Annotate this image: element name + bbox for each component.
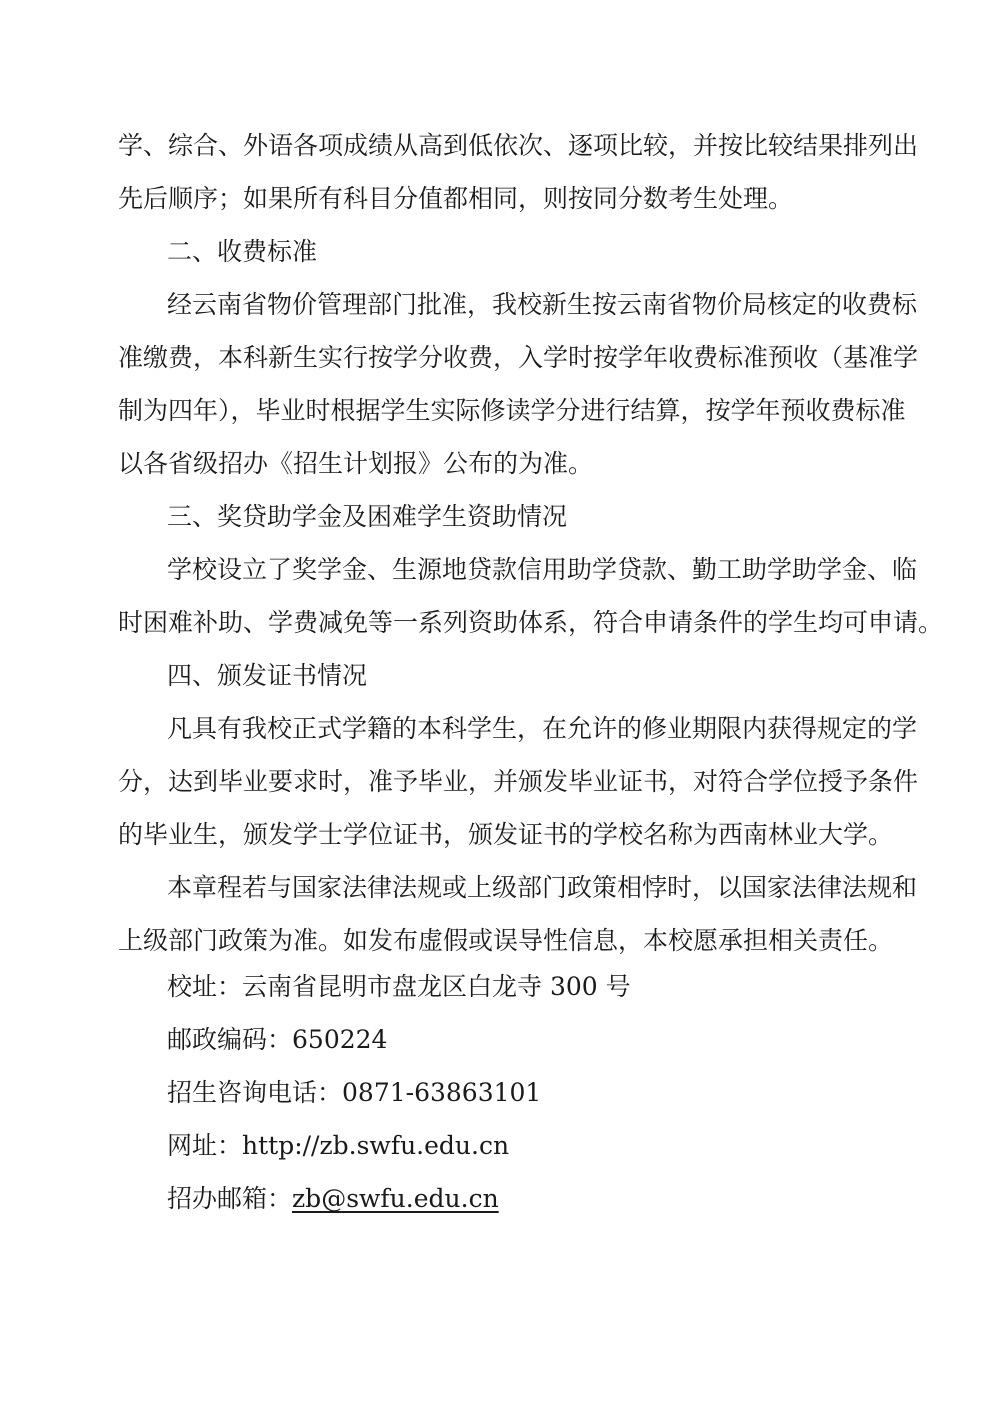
section-heading-aid: 三、奖贷助学金及困难学生资助情况: [167, 502, 568, 531]
closing-line-2: 上级部门政策为准。如发布虚假或误导性信息，本校愿承担相关责任。: [118, 926, 894, 955]
aid-line-2: 时困难补助、学费减免等一系列资助体系，符合申请条件的学生均可申请。: [118, 608, 944, 637]
fees-line-1: 经云南省物价管理部门批准，我校新生按云南省物价局核定的收费标: [167, 290, 918, 319]
email-label: 招办邮箱：: [167, 1184, 293, 1213]
certificates-line-2: 分，达到毕业要求时，准予毕业，并颁发毕业证书，对符合学位授予条件: [118, 767, 919, 796]
address-value: 云南省昆明市盘龙区白龙寺 300 号: [242, 972, 631, 1001]
closing-line-1: 本章程若与国家法律法规或上级部门政策相悖时，以国家法律法规和: [167, 873, 918, 902]
certificates-line-3: 的毕业生，颁发学士学位证书，颁发证书的学校名称为西南林业大学。: [118, 820, 894, 849]
fees-line-4: 以各省级招办《招生计划报》公布的为准。: [118, 449, 594, 478]
contact-email: [167, 1172, 499, 1225]
aid-line-1: 学校设立了奖学金、生源地贷款信用助学贷款、勤工助学助学金、临: [167, 555, 918, 584]
phone-label: 招生咨询电话：: [167, 1078, 343, 1107]
contact-phone: [167, 1066, 541, 1119]
website-label: 网址：: [167, 1131, 243, 1160]
fees-line-2: 准缴费，本科新生实行按学分收费，入学时按学年收费标准预收（基准学: [118, 343, 919, 372]
admission-order-line-1: 学、综合、外语各项成绩从高到低依次、逐项比较，并按比较结果排列出: [118, 131, 919, 160]
email-link[interactable]: zb@swfu.edu.cn: [292, 1184, 499, 1213]
fees-line-3: 制为四年），毕业时根据学生实际修读学分进行结算，按学年预收费标准: [118, 396, 906, 425]
website-value: http://zb.swfu.edu.cn: [242, 1131, 510, 1160]
address-label: 校址：: [167, 972, 243, 1001]
admission-order-line-2: 先后顺序；如果所有科目分值都相同，则按同分数考生处理。: [118, 184, 794, 213]
contact-postcode: [167, 1013, 387, 1066]
postcode-value: 650224: [292, 1025, 388, 1054]
section-heading-fees: 二、收费标准: [167, 237, 318, 266]
phone-value: 0871-63863101: [342, 1078, 542, 1107]
certificates-line-1: 凡具有我校正式学籍的本科学生，在允许的修业期限内获得规定的学: [167, 714, 918, 743]
postcode-label: 邮政编码：: [167, 1025, 293, 1054]
section-heading-certificates: 四、颁发证书情况: [167, 661, 368, 690]
contact-address: [167, 960, 631, 1013]
contact-website: [167, 1119, 509, 1172]
